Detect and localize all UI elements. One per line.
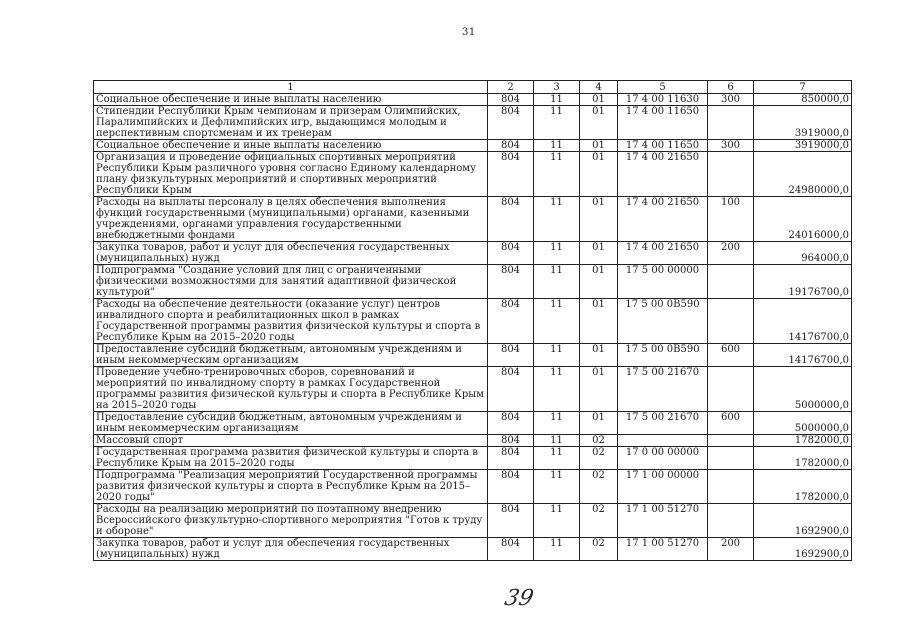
table-row <box>94 538 852 561</box>
row-expense-type-cell <box>708 367 754 412</box>
row-target-article-cell <box>618 435 708 447</box>
table-row <box>94 140 852 152</box>
table-row <box>94 504 852 538</box>
row-amount-cell: 1692900,0 <box>754 538 852 561</box>
row-expense-type-cell: 300 <box>708 140 754 152</box>
handwritten-page-number: 39 <box>502 586 536 611</box>
row-expense-type-cell: 300 <box>708 94 754 106</box>
row-target-article-cell: 17 1 00 51270 <box>618 504 708 538</box>
row-expense-type-cell <box>708 152 754 197</box>
row-target-article-cell: 17 5 00 21670 <box>618 367 708 412</box>
row-target-article-cell: 17 4 00 11630 <box>618 94 708 106</box>
header-cell: 6 <box>708 81 754 94</box>
row-name-cell: Расходы на обеспечение деятельности (оказание услуг) центров инвалидного спорта и реабилитационных школ в рамках Государственной программы развития физической культуры и спорта в Республике Крым на 2015–2020 годы <box>94 299 488 344</box>
row-section-cell: 11 <box>534 242 580 265</box>
row-subsection-cell: 02 <box>580 470 618 504</box>
row-section-cell: 11 <box>534 412 580 435</box>
row-amount-cell: 850000,0 <box>754 94 852 106</box>
row-section-cell: 11 <box>534 447 580 470</box>
row-section-cell: 11 <box>534 435 580 447</box>
row-expense-type-cell: 600 <box>708 344 754 367</box>
row-amount-cell: 14176700,0 <box>754 344 852 367</box>
row-expense-type-cell: 600 <box>708 412 754 435</box>
row-expense-type-cell: 100 <box>708 197 754 242</box>
row-expense-type-cell: 200 <box>708 538 754 561</box>
table-row <box>94 344 852 367</box>
row-ved-cell: 804 <box>488 197 534 242</box>
row-amount-cell: 1782000,0 <box>754 435 852 447</box>
row-subsection-cell: 01 <box>580 265 618 299</box>
row-expense-type-cell <box>708 106 754 140</box>
header-cell: 5 <box>618 81 708 94</box>
table-row <box>94 265 852 299</box>
row-section-cell: 11 <box>534 197 580 242</box>
row-name-cell: Стипендии Республики Крым чемпионам и призерам Олимпийских, Паралимпийских и Дефлимпийских игр, выдающимся молодым и перспективным спортсменам и их тренерам <box>94 106 488 140</box>
table-row <box>94 94 852 106</box>
table-header-row <box>94 81 852 94</box>
table-row <box>94 106 852 140</box>
row-expense-type-cell <box>708 265 754 299</box>
row-target-article-cell: 17 1 00 51270 <box>618 538 708 561</box>
row-section-cell: 11 <box>534 140 580 152</box>
page-number: 31 <box>462 27 476 38</box>
row-subsection-cell: 02 <box>580 538 618 561</box>
table-row <box>94 242 852 265</box>
row-amount-cell: 3919000,0 <box>754 106 852 140</box>
table-row <box>94 470 852 504</box>
row-ved-cell: 804 <box>488 106 534 140</box>
row-subsection-cell: 01 <box>580 140 618 152</box>
row-name-cell: Предоставление субсидий бюджетным, автономным учреждениям и иным некоммерческим организациям <box>94 344 488 367</box>
row-target-article-cell: 17 4 00 21650 <box>618 152 708 197</box>
row-name-cell: Массовый спорт <box>94 435 488 447</box>
row-expense-type-cell <box>708 470 754 504</box>
row-amount-cell: 5000000,0 <box>754 412 852 435</box>
row-amount-cell: 1692900,0 <box>754 504 852 538</box>
row-name-cell: Подпрограмма "Реализация мероприятий Государственной программы развития физической культуры и спорта в Республике Крым на 2015–2020 годы" <box>94 470 488 504</box>
row-section-cell: 11 <box>534 106 580 140</box>
row-amount-cell: 964000,0 <box>754 242 852 265</box>
row-section-cell: 11 <box>534 299 580 344</box>
row-name-cell: Организация и проведение официальных спортивных мероприятий Республики Крым различного уровня согласно Единому календарному плану физкультурных мероприятий и спортивных мероприятий Республики Крым <box>94 152 488 197</box>
row-target-article-cell: 17 4 00 11650 <box>618 140 708 152</box>
row-expense-type-cell: 200 <box>708 242 754 265</box>
row-ved-cell: 804 <box>488 447 534 470</box>
row-amount-cell: 3919000,0 <box>754 140 852 152</box>
row-expense-type-cell <box>708 504 754 538</box>
row-ved-cell: 804 <box>488 470 534 504</box>
row-section-cell: 11 <box>534 265 580 299</box>
row-name-cell: Социальное обеспечение и иные выплаты населению <box>94 94 488 106</box>
row-subsection-cell: 01 <box>580 152 618 197</box>
row-subsection-cell: 01 <box>580 344 618 367</box>
row-expense-type-cell <box>708 447 754 470</box>
row-ved-cell: 804 <box>488 265 534 299</box>
row-name-cell: Проведение учебно-тренировочных сборов, соревнований и мероприятий по инвалидному спорту в рамках Государственной программы развития физической культуры и спорта в Республике Крым на 2015–2020 годы <box>94 367 488 412</box>
row-subsection-cell: 01 <box>580 197 618 242</box>
row-name-cell: Государственная программа развития физической культуры и спорта в Республике Крым на 2015–2020 годы <box>94 447 488 470</box>
table-row <box>94 412 852 435</box>
row-target-article-cell: 17 5 00 21670 <box>618 412 708 435</box>
row-subsection-cell: 02 <box>580 435 618 447</box>
row-ved-cell: 804 <box>488 344 534 367</box>
table-row <box>94 197 852 242</box>
row-ved-cell: 804 <box>488 242 534 265</box>
row-amount-cell: 1782000,0 <box>754 447 852 470</box>
row-ved-cell: 804 <box>488 435 534 447</box>
row-target-article-cell: 17 1 00 00000 <box>618 470 708 504</box>
row-amount-cell: 24980000,0 <box>754 152 852 197</box>
row-section-cell: 11 <box>534 152 580 197</box>
row-section-cell: 11 <box>534 344 580 367</box>
row-subsection-cell: 01 <box>580 412 618 435</box>
row-name-cell: Закупка товаров, работ и услуг для обеспечения государственных (муниципальных) нужд <box>94 538 488 561</box>
header-cell: 4 <box>580 81 618 94</box>
row-ved-cell: 804 <box>488 299 534 344</box>
row-expense-type-cell <box>708 299 754 344</box>
table-row <box>94 447 852 470</box>
row-target-article-cell: 17 4 00 21650 <box>618 197 708 242</box>
row-amount-cell: 5000000,0 <box>754 367 852 412</box>
row-target-article-cell: 17 5 00 00000 <box>618 265 708 299</box>
row-section-cell: 11 <box>534 504 580 538</box>
row-name-cell: Подпрограмма "Создание условий для лиц с ограниченными физическими возможностями для занятий адаптивной физической культурой" <box>94 265 488 299</box>
row-name-cell: Предоставление субсидий бюджетным, автономным учреждениям и иным некоммерческим организациям <box>94 412 488 435</box>
row-ved-cell: 804 <box>488 94 534 106</box>
row-expense-type-cell <box>708 435 754 447</box>
table-row <box>94 299 852 344</box>
row-target-article-cell: 17 5 00 0B590 <box>618 299 708 344</box>
row-ved-cell: 804 <box>488 152 534 197</box>
row-subsection-cell: 01 <box>580 106 618 140</box>
row-amount-cell: 1782000,0 <box>754 470 852 504</box>
row-ved-cell: 804 <box>488 504 534 538</box>
row-target-article-cell: 17 0 00 00000 <box>618 447 708 470</box>
row-subsection-cell: 02 <box>580 504 618 538</box>
row-amount-cell: 19176700,0 <box>754 265 852 299</box>
row-target-article-cell: 17 4 00 21650 <box>618 242 708 265</box>
row-amount-cell: 14176700,0 <box>754 299 852 344</box>
header-cell: 7 <box>754 81 852 94</box>
header-cell: 1 <box>94 81 488 94</box>
row-target-article-cell: 17 5 00 0B590 <box>618 344 708 367</box>
header-cell: 3 <box>534 81 580 94</box>
row-name-cell: Закупка товаров, работ и услуг для обеспечения государственных (муниципальных) нужд <box>94 242 488 265</box>
row-section-cell: 11 <box>534 94 580 106</box>
row-ved-cell: 804 <box>488 140 534 152</box>
row-section-cell: 11 <box>534 367 580 412</box>
row-subsection-cell: 01 <box>580 367 618 412</box>
row-subsection-cell: 01 <box>580 242 618 265</box>
row-subsection-cell: 01 <box>580 94 618 106</box>
table-row <box>94 435 852 447</box>
budget-table <box>93 80 852 561</box>
row-subsection-cell: 01 <box>580 299 618 344</box>
row-name-cell: Расходы на выплаты персоналу в целях обеспечения выполнения функций государственными (муниципальными) органами, казенными учреждениями, органами управления государственными внебюджетными фондами <box>94 197 488 242</box>
row-section-cell: 11 <box>534 538 580 561</box>
header-cell: 2 <box>488 81 534 94</box>
row-ved-cell: 804 <box>488 538 534 561</box>
row-ved-cell: 804 <box>488 412 534 435</box>
row-ved-cell: 804 <box>488 367 534 412</box>
row-target-article-cell: 17 4 00 11650 <box>618 106 708 140</box>
row-amount-cell: 24016000,0 <box>754 197 852 242</box>
table-row <box>94 367 852 412</box>
row-name-cell: Социальное обеспечение и иные выплаты населению <box>94 140 488 152</box>
row-name-cell: Расходы на реализацию мероприятий по поэтапному внедрению Всероссийского физкультурно-спортивного мероприятия "Готов к труду и обороне" <box>94 504 488 538</box>
row-section-cell: 11 <box>534 470 580 504</box>
table-row <box>94 152 852 197</box>
row-subsection-cell: 02 <box>580 447 618 470</box>
